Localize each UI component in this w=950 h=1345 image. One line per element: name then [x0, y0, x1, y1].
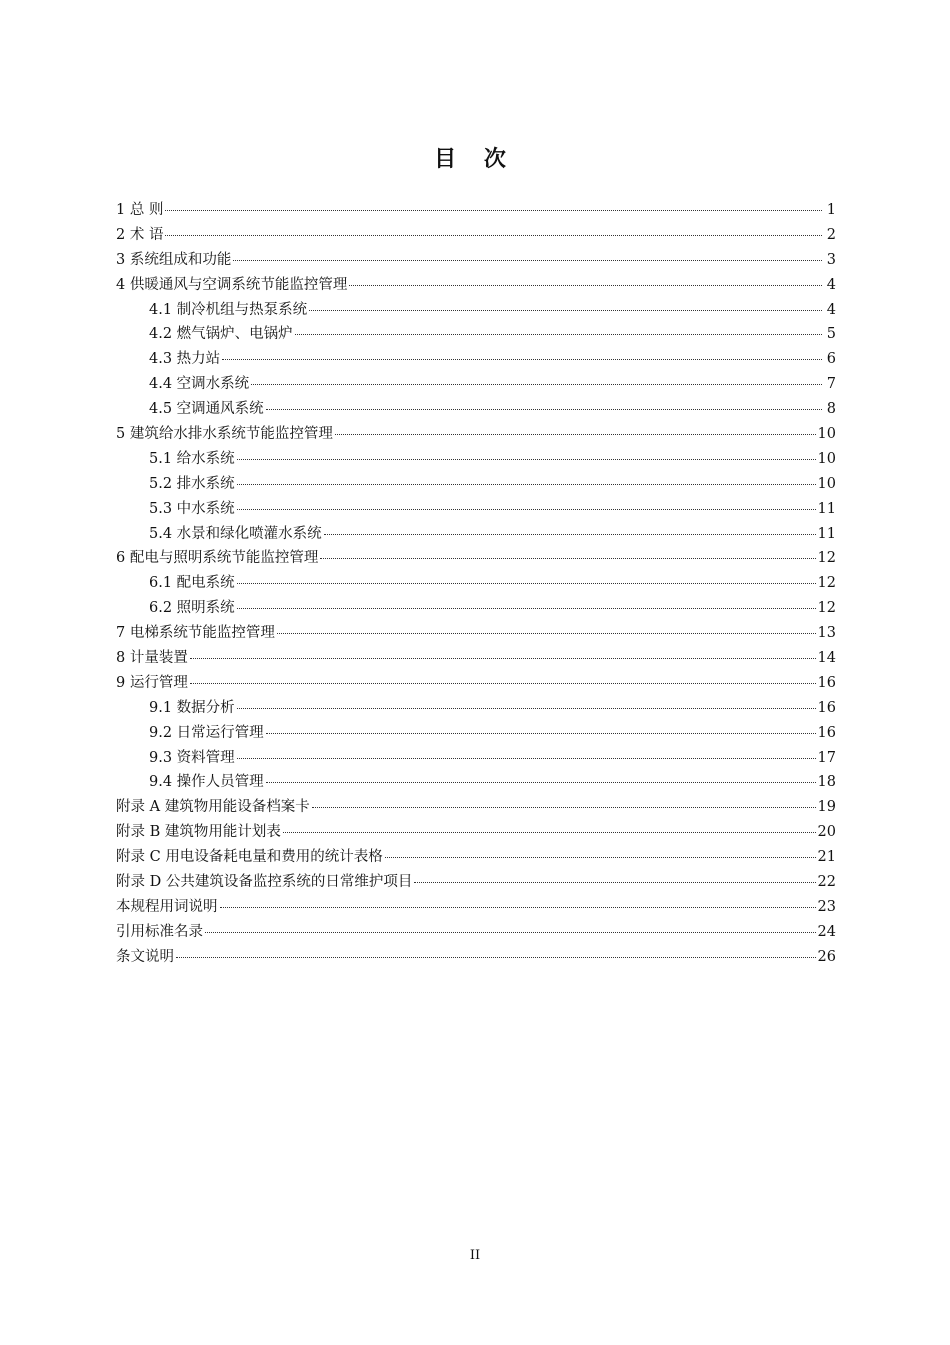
toc-entry-page: 26 [817, 948, 836, 965]
dot-leader [349, 285, 822, 286]
toc-entry[interactable] [116, 372, 836, 397]
dot-leader [233, 260, 822, 261]
toc-entry-page: 18 [817, 774, 836, 791]
toc-entry[interactable] [116, 422, 836, 447]
toc-entry[interactable] [116, 298, 836, 323]
toc-entry-label: 6.1 配电系统 [149, 575, 235, 592]
toc-entry[interactable] [116, 746, 836, 771]
dot-leader [251, 384, 822, 385]
toc-entry[interactable] [116, 497, 836, 522]
dot-leader [237, 459, 816, 460]
toc-entry-page: 6 [826, 351, 836, 368]
toc-entry[interactable] [116, 522, 836, 547]
toc-entry[interactable] [116, 621, 836, 646]
toc-entry[interactable] [116, 870, 836, 895]
toc-entry-label: 本规程用词说明 [116, 898, 218, 915]
toc-entry[interactable] [116, 447, 836, 472]
toc-entry[interactable] [116, 646, 836, 671]
toc-entry[interactable] [116, 347, 836, 372]
toc-entry[interactable] [116, 248, 836, 273]
toc-entry-page: 17 [817, 749, 836, 766]
toc-entry[interactable] [116, 322, 836, 347]
toc-entry-label: 9.1 数据分析 [149, 699, 235, 716]
dot-leader [320, 558, 815, 559]
toc-entry-page: 7 [826, 376, 836, 393]
toc-entry[interactable] [116, 721, 836, 746]
toc-entry-page: 16 [817, 699, 836, 716]
toc-entry-label: 9 运行管理 [116, 674, 188, 691]
toc-entry-page: 4 [826, 301, 836, 318]
toc-entry-label: 引用标准名录 [116, 923, 203, 940]
dot-leader [205, 932, 816, 933]
toc-entry[interactable] [116, 696, 836, 721]
toc-entry-page: 11 [817, 500, 836, 517]
dot-leader [385, 857, 816, 858]
dot-leader [266, 733, 816, 734]
dot-leader [220, 907, 816, 908]
toc-entry[interactable] [116, 571, 836, 596]
toc-entry-page: 2 [826, 226, 836, 243]
toc-entry-label: 9.3 资料管理 [149, 749, 235, 766]
toc-entry[interactable] [116, 945, 836, 970]
toc-entry-page: 1 [826, 202, 836, 218]
toc-entry-label: 5.2 排水系统 [149, 475, 235, 492]
toc-entry-label: 5.1 给水系统 [149, 450, 235, 467]
toc-entry[interactable] [116, 223, 836, 248]
toc-entry-page: 10 [817, 475, 836, 492]
toc-entry[interactable] [116, 546, 836, 571]
toc-entry-label: 4.1 制冷机组与热泵系统 [149, 301, 308, 318]
toc-entry[interactable] [116, 770, 836, 795]
toc-entry-page: 14 [817, 650, 836, 667]
toc-entry-label: 1 总 则 [116, 202, 164, 218]
dot-leader [414, 882, 815, 883]
dot-leader [237, 758, 816, 759]
dot-leader [237, 608, 816, 609]
toc-entry[interactable] [116, 273, 836, 298]
toc-entry-page: 4 [826, 276, 836, 293]
toc-entry-label: 5.4 水景和绿化喷灌水系统 [149, 525, 322, 542]
dot-leader [295, 334, 822, 335]
toc-entry-label: 9.4 操作人员管理 [149, 774, 264, 791]
dot-leader [335, 434, 816, 435]
toc-entry-label: 附录 D 公共建筑设备监控系统的日常维护项目 [116, 874, 413, 891]
toc-entry[interactable] [116, 671, 836, 696]
toc-entry-page: 12 [817, 600, 836, 617]
toc-entry-page: 24 [817, 923, 836, 940]
toc-entry-page: 8 [826, 401, 836, 418]
toc-entry-label: 附录 A 建筑物用能设备档案卡 [116, 799, 310, 816]
toc-entry[interactable] [116, 397, 836, 422]
toc-entry-label: 4.4 空调水系统 [149, 376, 250, 393]
dot-leader [324, 534, 816, 535]
toc-entry-label: 条文说明 [116, 948, 174, 965]
dot-leader [237, 708, 816, 709]
toc-entry[interactable] [116, 820, 836, 845]
table-of-contents [116, 198, 836, 970]
toc-entry-page: 16 [817, 724, 836, 741]
dot-leader [266, 782, 816, 783]
toc-entry-label: 6 配电与照明系统节能监控管理 [116, 550, 319, 567]
dot-leader [190, 658, 816, 659]
dot-leader [237, 509, 816, 510]
toc-entry-page: 12 [817, 550, 836, 567]
dot-leader [190, 683, 816, 684]
toc-entry[interactable] [116, 596, 836, 621]
toc-entry-label: 4.2 燃气锅炉、电锅炉 [149, 326, 293, 343]
toc-entry-label: 附录 B 建筑物用能计划表 [116, 824, 281, 841]
toc-entry[interactable] [116, 198, 836, 223]
page-title: 目 次 [434, 147, 516, 172]
toc-entry-label: 4.5 空调通风系统 [149, 401, 264, 418]
toc-entry-page: 12 [817, 575, 836, 592]
toc-entry[interactable] [116, 920, 836, 945]
toc-entry-label: 4.3 热力站 [149, 351, 221, 368]
dot-leader [312, 807, 816, 808]
toc-entry-page: 13 [817, 625, 836, 642]
dot-leader [237, 583, 816, 584]
dot-leader [266, 409, 822, 410]
dot-leader [165, 235, 822, 236]
dot-leader [277, 633, 816, 634]
toc-entry-page: 19 [817, 799, 836, 816]
toc-entry-page: 16 [817, 674, 836, 691]
toc-entry-page: 23 [817, 898, 836, 915]
toc-entry-label: 9.2 日常运行管理 [149, 724, 264, 741]
toc-entry-page: 3 [826, 251, 836, 268]
dot-leader [283, 832, 816, 833]
dot-leader [222, 359, 822, 360]
toc-entry-label: 5.3 中水系统 [149, 500, 235, 517]
toc-entry[interactable] [116, 472, 836, 497]
dot-leader [165, 210, 822, 211]
toc-entry-label: 2 术 语 [116, 226, 164, 243]
dot-leader [176, 957, 816, 958]
toc-entry[interactable] [116, 795, 836, 820]
toc-entry-page: 10 [817, 426, 836, 443]
toc-entry-label: 6.2 照明系统 [149, 600, 235, 617]
page-number: II [469, 1248, 481, 1263]
toc-entry[interactable] [116, 845, 836, 870]
toc-entry-page: 20 [817, 824, 836, 841]
toc-entry-label: 7 电梯系统节能监控管理 [116, 625, 275, 642]
toc-entry-label: 附录 C 用电设备耗电量和费用的统计表格 [116, 849, 383, 866]
toc-entry-label: 4 供暖通风与空调系统节能监控管理 [116, 276, 348, 293]
toc-entry-label: 5 建筑给水排水系统节能监控管理 [116, 426, 333, 443]
toc-entry-label: 3 系统组成和功能 [116, 251, 232, 268]
toc-entry-page: 21 [817, 849, 836, 866]
toc-entry[interactable] [116, 895, 836, 920]
toc-entry-page: 10 [817, 450, 836, 467]
dot-leader [237, 484, 816, 485]
toc-entry-page: 22 [817, 874, 836, 891]
toc-entry-page: 11 [817, 525, 836, 542]
dot-leader [309, 310, 822, 311]
toc-entry-page: 5 [826, 326, 836, 343]
toc-entry-label: 8 计量装置 [116, 650, 188, 667]
